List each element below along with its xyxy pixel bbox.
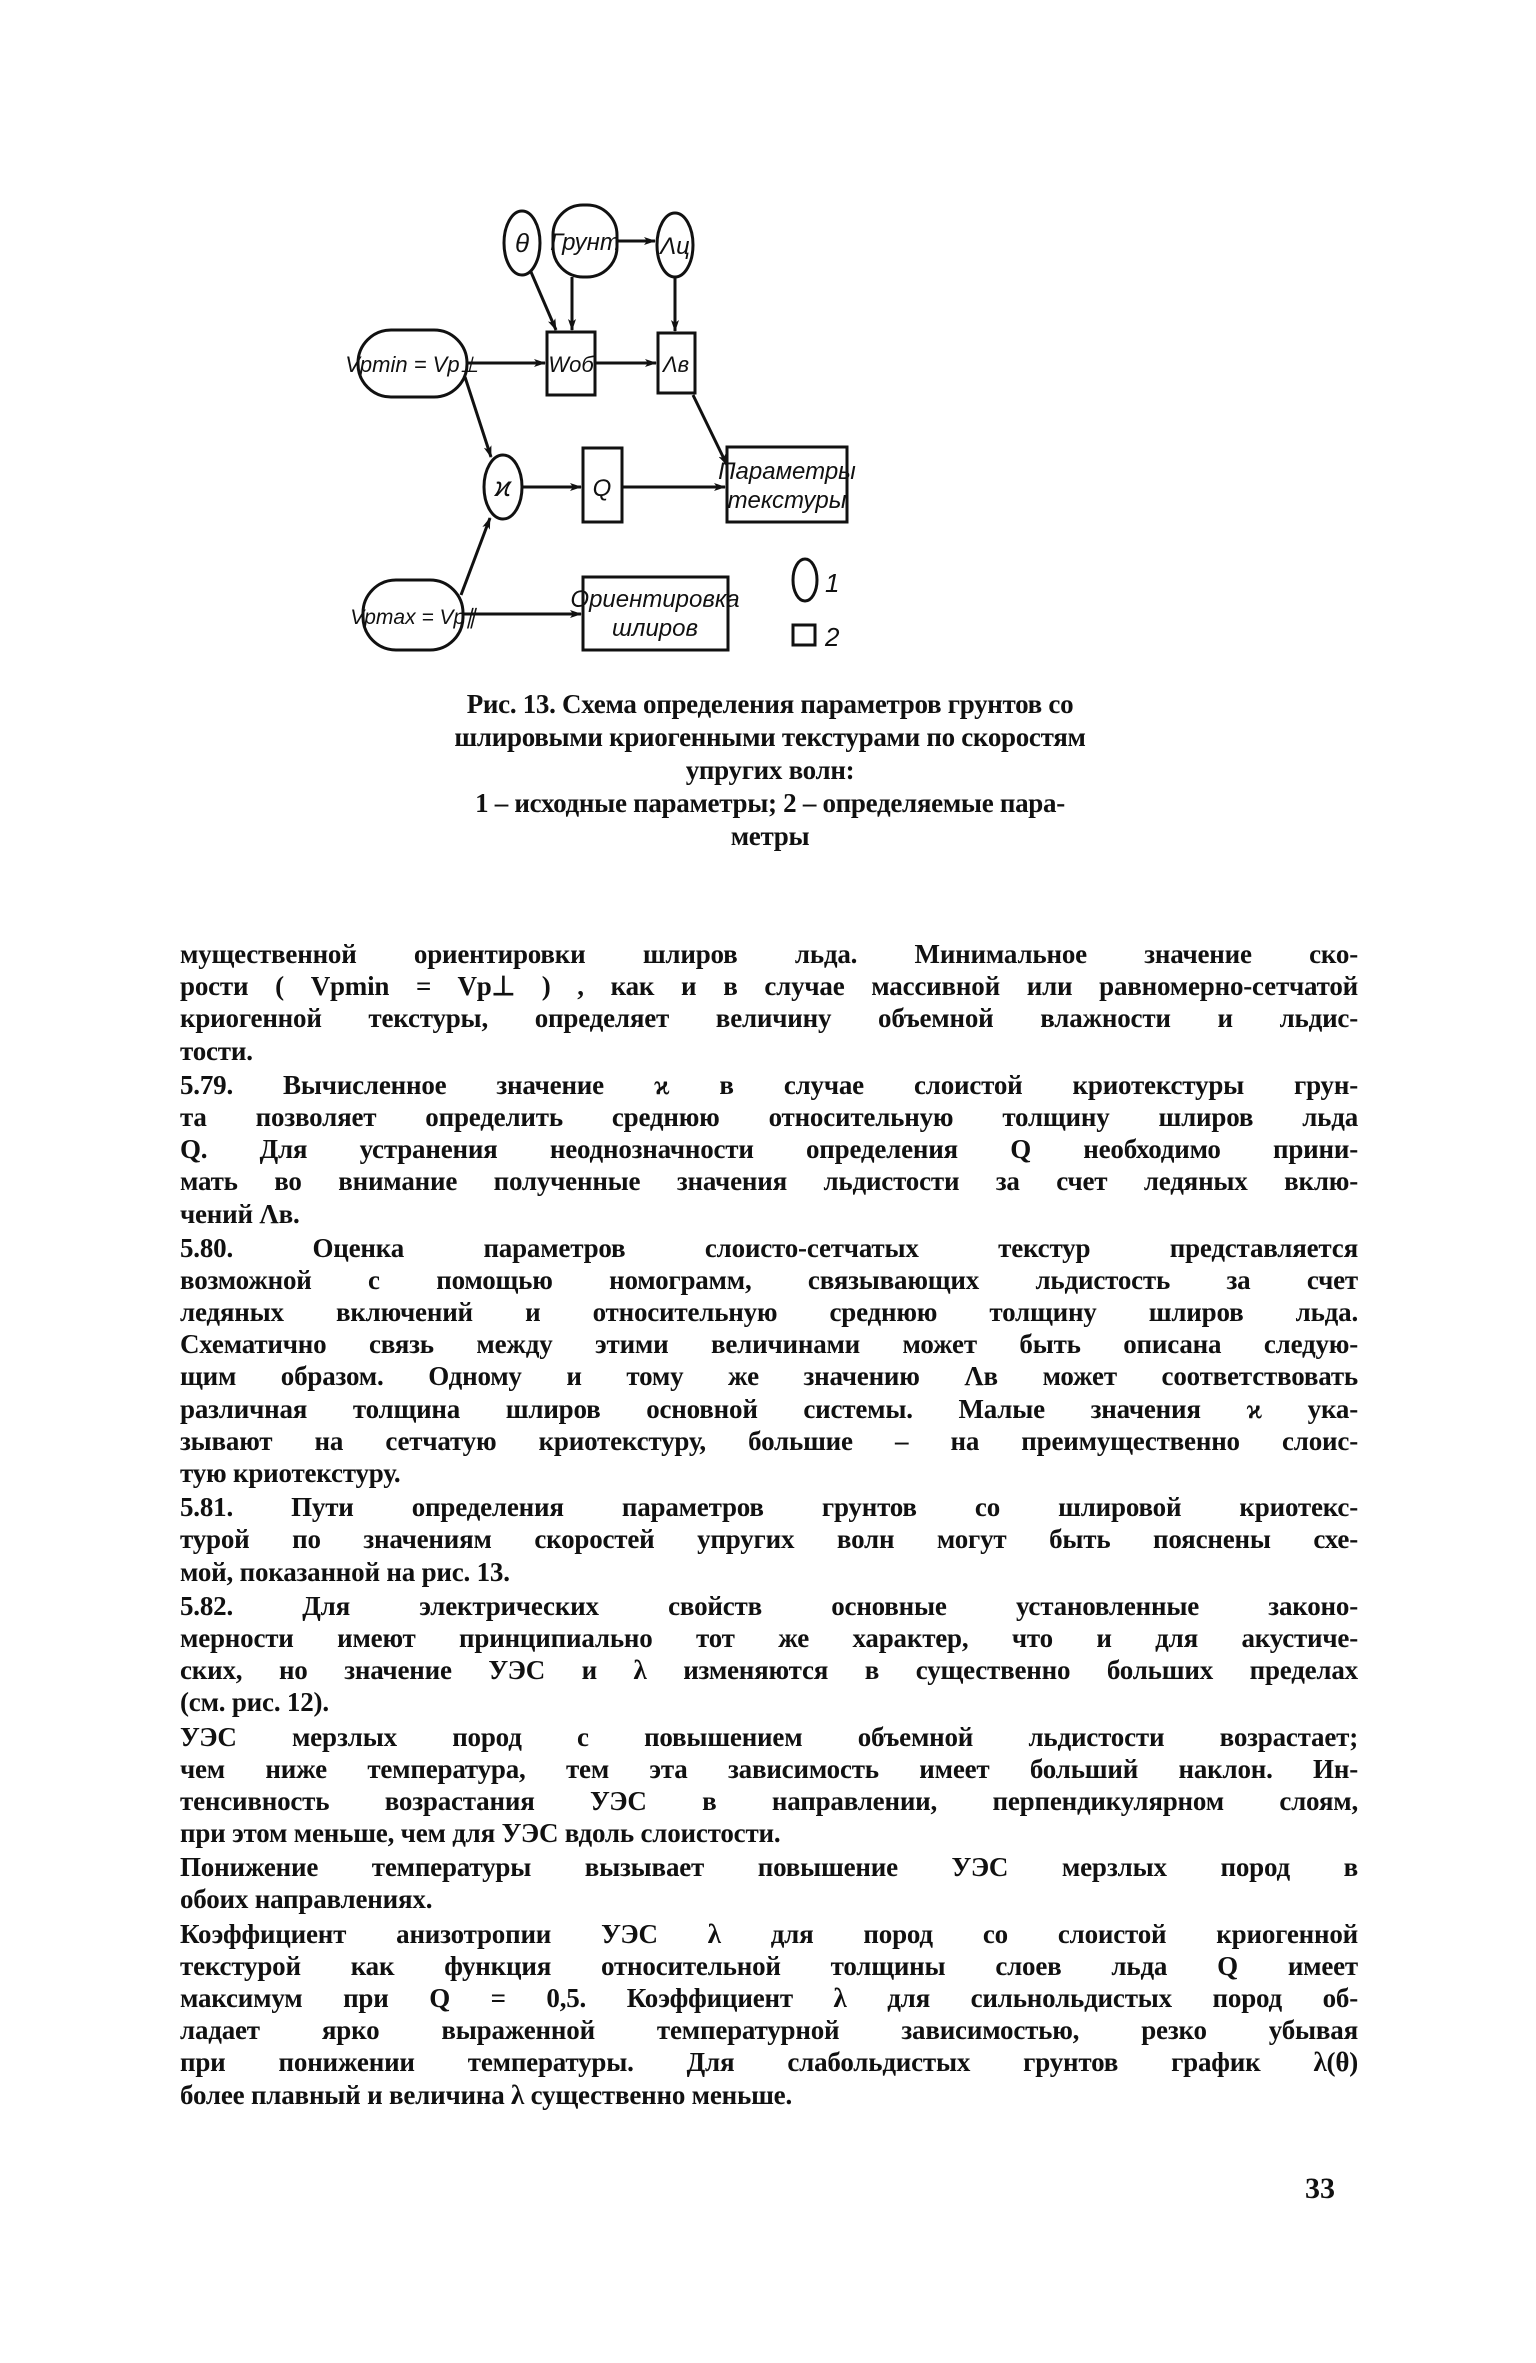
text-line: щим образом. Одному и тому же значению Λв может соответствовать [180, 1361, 1358, 1392]
node-schlier-orientation-label-2: шлиров [611, 615, 699, 642]
text-line: при понижении температуры. Для слабольдистых грунтов график λ(θ) [180, 2047, 1358, 2078]
text-line: текстурой как функция относительной толщины слоев льда Q имеет [180, 1950, 1358, 1981]
text-line: зывают на сетчатую криотекстуру, большие – на преимущественно слоис- [180, 1425, 1358, 1456]
text-line: возможной с помощью номограмм, связывающих льдистость за счет [180, 1264, 1358, 1295]
caption-line: 1 – исходные параметры; 2 – определяемые пара- [475, 788, 1065, 818]
caption-line: шлировыми криогенными текстурами по скоростям [454, 722, 1086, 752]
text-line: турой по значениям скоростей упругих волн могут быть пояснены схе- [180, 1524, 1358, 1555]
figure-13-diagram [0, 0, 1536, 700]
text-line: обоих направлениях. [180, 1884, 433, 1915]
text-line: Схематично связь между этими величинами может быть описана следую- [180, 1329, 1358, 1360]
node-texture-params-label-2: текстуры [727, 487, 847, 514]
paragraph [180, 1491, 1358, 1588]
text-line: ских, но значение УЭС и λ изменяются в существенно больших пределах [180, 1655, 1358, 1686]
text-line: рости ( Vpmin = Vp⊥ ) , как и в случае массивной или равномерно-сетчатой [180, 971, 1358, 1002]
text-line: (см. рис. 12). [180, 1687, 329, 1718]
text-line: тую криотекстуру. [180, 1458, 401, 1488]
caption-line: метры [730, 821, 810, 851]
text-line: 5.79. Вычисленное значение ϰ в случае слоистой криотекстуры грун- [180, 1069, 1358, 1100]
paragraph [180, 1069, 1358, 1230]
legend-circle [793, 559, 817, 601]
text-line: максимум при Q = 0,5. Коэффициент λ для сильнольдистых пород об- [180, 1983, 1358, 2013]
node-texture-params-label-1: Параметры [718, 458, 856, 485]
text-line: криогенной текстуры, определяет величину объемной влажности и льдис- [180, 1003, 1358, 1034]
text-line: мерности имеют принципиально тот же характер, что и для акустиче- [180, 1622, 1358, 1653]
node-schlier-orientation-label-1: Ориентировка [570, 586, 740, 613]
paragraph [180, 1590, 1358, 1719]
legend-label-2: 2 [825, 622, 840, 652]
text-line: Коэффициент анизотропии УЭС λ для пород со слоистой криогенной [180, 1918, 1358, 1949]
text-line: 5.80. Оценка параметров слоисто-сетчатых текстур представляется [180, 1232, 1358, 1263]
node-kappa-label: ϰ [495, 471, 511, 502]
text-line: УЭС мерзлых пород с повышением объемной льдистости возрастает; [180, 1721, 1358, 1752]
node-grunt-label: Грунт [550, 229, 620, 256]
text-line: мой, показанной на рис. 13. [180, 1556, 510, 1587]
text-line: тенсивность возрастания УЭС в направлении, перпендикулярном слоям, [180, 1785, 1358, 1816]
text-line: чем ниже температура, тем эта зависимость имеет больший наклон. Ин- [180, 1753, 1358, 1784]
node-w-ob-label: Wоб [548, 352, 594, 377]
text-line: Q. Для устранения неоднозначности определения Q необходимо прини- [180, 1134, 1358, 1165]
legend-label-1: 1 [825, 568, 840, 598]
paragraph [180, 1851, 1358, 1915]
text-line: 5.82. Для электрических свойств основные установленные законо- [180, 1590, 1358, 1621]
caption-line: упругих волн: [685, 755, 855, 785]
text-line: при этом меньше, чем для УЭС вдоль слоистости. [180, 1818, 781, 1849]
text-line: мущественной ориентировки шлиров льда. Минимальное значение ско- [180, 939, 1358, 969]
page-number: 33 [1305, 2172, 1335, 2205]
paragraph [180, 938, 1358, 1067]
node-q-label: Q [592, 475, 612, 502]
text-line: тости. [180, 1035, 253, 1066]
caption-line: Рис. 13. Схема определения параметров грунтов со [466, 689, 1074, 719]
paragraph [180, 1918, 1358, 2111]
body-text [180, 938, 1358, 2113]
node-vp-min-label: Vpmin = Vp⊥ [345, 352, 479, 377]
node-theta-label: θ [514, 228, 530, 258]
text-line: ладает ярко выраженной температурной зависимостью, резко убывая [180, 2015, 1358, 2046]
node-lambda-c-label: Λц [660, 233, 690, 260]
node-vp-max-label: Vpmax = Vp∥ [350, 606, 476, 629]
text-line: 5.81. Пути определения параметров грунтов со шлировой криотекс- [180, 1492, 1358, 1523]
legend-square [793, 625, 815, 645]
text-line: та позволяет определить среднюю относительную толщину шлиров льда [180, 1101, 1358, 1132]
text-line: мать во внимание полученные значения льдистости за счет ледяных вклю- [180, 1166, 1358, 1197]
text-line: Понижение температуры вызывает повышение УЭС мерзлых пород в [180, 1852, 1358, 1883]
text-line: более плавный и величина λ существенно меньше. [180, 2079, 793, 2110]
node-lambda-v-label: Λв [662, 352, 690, 377]
paragraph [180, 1721, 1358, 1850]
text-line: различная толщина шлиров основной системы. Малые значения ϰ ука- [180, 1393, 1358, 1424]
figure-caption [330, 688, 1210, 853]
text-line: чений Λв. [180, 1198, 300, 1229]
paragraph [180, 1232, 1358, 1490]
text-line: ледяных включений и относительную среднюю толщину шлиров льда. [180, 1297, 1358, 1328]
